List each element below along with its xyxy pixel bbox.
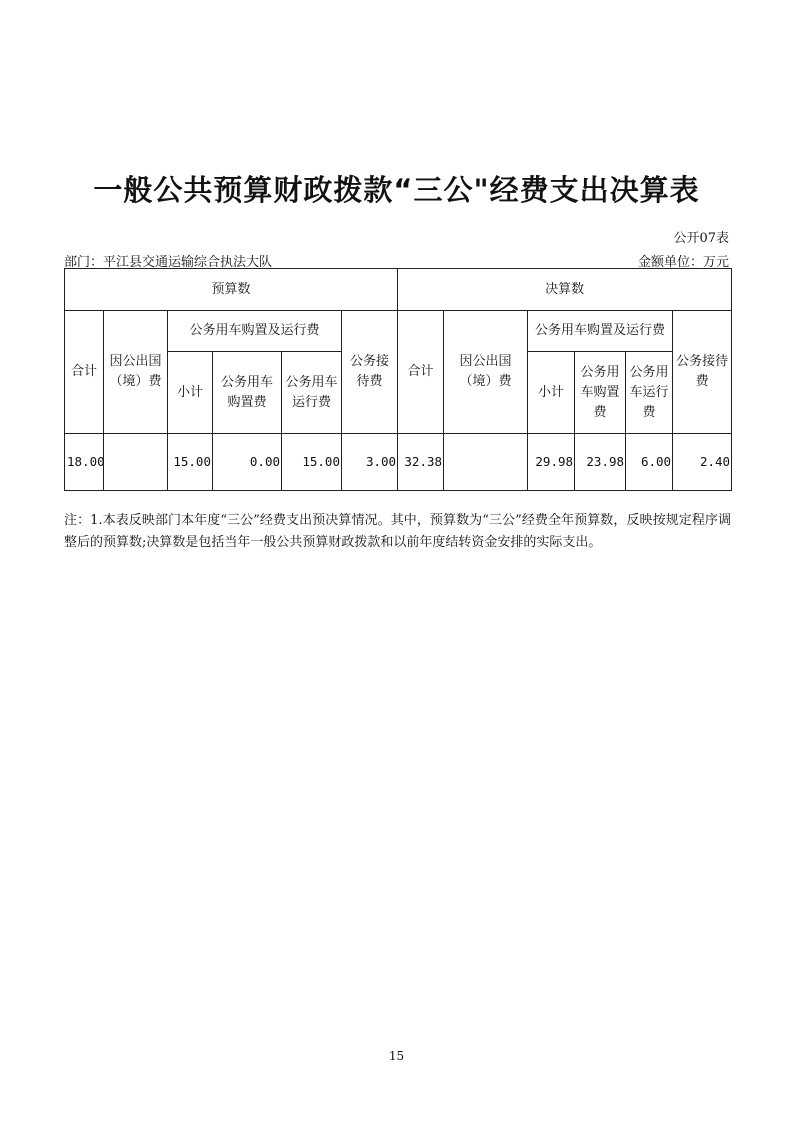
final-vehicle-group-header: 公务用车购置及运行费 — [528, 311, 673, 352]
final-reception-header: 公务接待费 — [673, 311, 732, 434]
table-note: 注：1.本表反映部门本年度“三公”经费支出预决算情况。其中，预算数为“三公”经费全年预算数，反映按规定程序调整后的预算数;决算数是包括当年一般公共预算财政拨款和以前年度结转资金安排的实际支出。 — [64, 513, 731, 550]
budget-abroad-value — [104, 434, 168, 491]
amount-unit-label: 金额单位：万元 — [637, 255, 729, 270]
budget-vehicle-group-header: 公务用车购置及运行费 — [168, 311, 342, 352]
final-vehicle-purchase-header: 公务用车购置费 — [575, 352, 626, 434]
budget-purchase-value: 0.00 — [213, 434, 282, 491]
budget-total-value: 18.00 — [65, 434, 104, 491]
department-label: 部门：平江县交通运输综合执法大队 — [64, 255, 273, 270]
final-purchase-value: 23.98 — [575, 434, 626, 491]
final-abroad-value — [444, 434, 528, 491]
final-header: 决算数 — [398, 269, 732, 311]
budget-vehicle-purchase-header: 公务用车购置费 — [213, 352, 282, 434]
final-subtotal-header: 小计 — [528, 352, 575, 434]
budget-reception-header: 公务接待费 — [342, 311, 398, 434]
final-reception-value: 2.40 — [673, 434, 732, 491]
final-vehicle-operation-header: 公务用车运行费 — [626, 352, 673, 434]
budget-total-header: 合计 — [65, 311, 104, 434]
budget-header: 预算数 — [65, 269, 398, 311]
budget-subtotal-value: 15.00 — [168, 434, 213, 491]
final-subtotal-value: 29.98 — [528, 434, 575, 491]
final-operation-value: 6.00 — [626, 434, 673, 491]
page-number: 15 — [388, 1049, 405, 1063]
final-total-header: 合计 — [398, 311, 444, 434]
budget-reception-value: 3.00 — [342, 434, 398, 491]
page-title: 一般公共预算财政拨款“三公"经费支出决算表 — [93, 173, 700, 207]
budget-operation-value: 15.00 — [282, 434, 342, 491]
final-abroad-header: 因公出国（境）费 — [444, 311, 528, 434]
form-number: 公开07表 — [673, 231, 729, 246]
budget-subtotal-header: 小计 — [168, 352, 213, 434]
budget-abroad-header: 因公出国（境）费 — [104, 311, 168, 434]
final-total-value: 32.38 — [398, 434, 444, 491]
table-row — [65, 434, 732, 491]
budget-vehicle-operation-header: 公务用车运行费 — [282, 352, 342, 434]
three-public-expense-table — [64, 268, 732, 491]
